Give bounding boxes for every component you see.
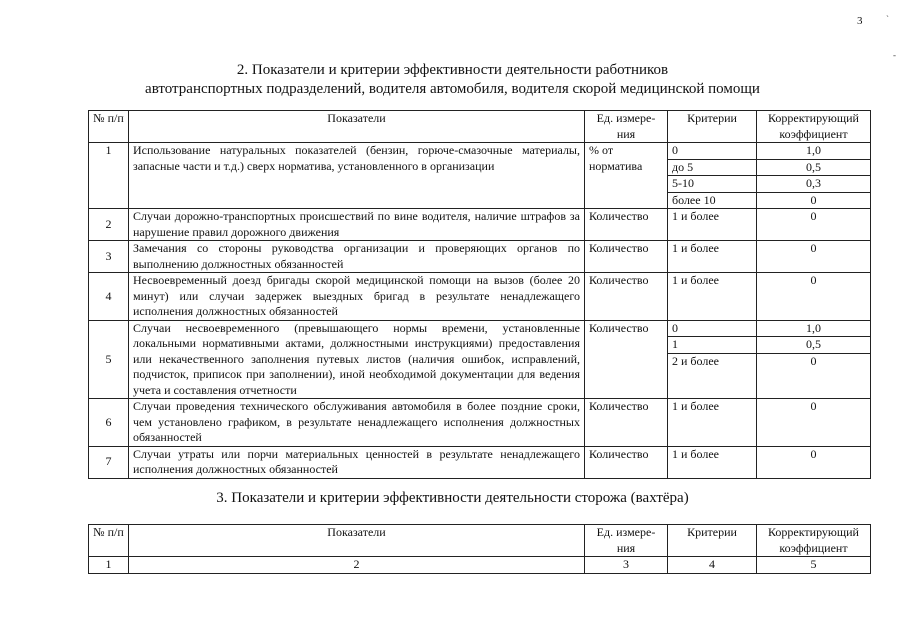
criteria-value: более 10	[672, 192, 716, 207]
indicator-text: Случаи дорожно-транспортных происшествий по вине водителя, наличие штрафов за нарушение правил дорожного движения	[129, 209, 585, 241]
indicator-text: Случаи утраты или порчи материальных ценностей в результате ненадлежащего исполнения должностных обязанностей	[129, 446, 585, 478]
criteria-value: 5-10	[668, 176, 756, 193]
coef-value: 1,0	[757, 321, 870, 338]
coef-cell: 0	[757, 446, 871, 478]
section-2-title-line-2: автотранспортных подразделений, водителя автомобиля, водителя скорой медицинской помощи	[145, 81, 760, 97]
criteria-value: до 5	[668, 160, 756, 177]
criteria-value: 2 и более	[672, 353, 720, 368]
criteria-cell: 1 и более	[668, 273, 757, 321]
table-header-row	[89, 525, 871, 557]
criteria-cell: 1 и более	[668, 399, 757, 447]
column-number: 3	[585, 557, 668, 574]
criteria-cell: 1 и более	[668, 209, 757, 241]
column-number: 2	[129, 557, 585, 574]
scan-speck: -	[893, 50, 896, 60]
column-number: 5	[757, 557, 871, 574]
coef-cell: 0	[757, 273, 871, 321]
coef-value: 0,3	[757, 176, 870, 193]
criteria-cell	[668, 320, 757, 399]
column-numbering-row	[89, 557, 871, 574]
row-number: 5	[89, 320, 129, 399]
coef-value: 0	[810, 353, 817, 368]
criteria-value: 0	[668, 143, 756, 160]
indicator-text: Использование натуральных показателей (бензин, горюче-смазочные материалы, запасные части и т.д.) сверх норматива, установленного в организации	[129, 143, 585, 209]
section-3-table	[88, 524, 871, 574]
unit-cell: Количество	[585, 446, 668, 478]
criteria-value: 1	[668, 337, 756, 354]
coef-cell	[757, 320, 871, 399]
indicator-text: Замечания со стороны руководства организации и проверяющих органов по выполнению должностных обязанностей	[129, 241, 585, 273]
unit-cell: Количество	[585, 209, 668, 241]
coef-cell: 0	[757, 209, 871, 241]
col-header-indicators: Показатели	[129, 111, 585, 143]
section-2-table	[88, 110, 871, 479]
indicator-text: Случаи несвоевременного (превышающего нормы времени, установленные локальными нормативными актами, должностными инструкциями) предоставления или некачественного заполнения путевых листов (наличия ошибок, исправлений, подчисток, приписок при заполнении), иной необходимой документации для ведения учета и составления отчетности	[129, 320, 585, 399]
row-number: 4	[89, 273, 129, 321]
column-number: 1	[89, 557, 129, 574]
indicator-text: Случаи проведения технического обслуживания автомобиля в более поздние сроки, чем установлено графиком, в результате ненадлежащего исполнения должностных обязанностей	[129, 399, 585, 447]
coef-cell: 0	[757, 399, 871, 447]
col-header-criteria: Критерии	[668, 525, 757, 557]
coef-value: 0,5	[757, 337, 870, 354]
table-row	[89, 143, 871, 209]
coef-value: 0	[810, 192, 817, 207]
unit-cell: Количество	[585, 399, 668, 447]
table-row	[89, 399, 871, 447]
col-header-unit: Ед. измере-ния	[585, 525, 668, 557]
row-number: 2	[89, 209, 129, 241]
coef-value: 1,0	[757, 143, 870, 160]
table-header-row	[89, 111, 871, 143]
col-header-unit: Ед. измере-ния	[585, 111, 668, 143]
unit-cell: Количество	[585, 241, 668, 273]
unit-cell: Количество	[585, 273, 668, 321]
table-row	[89, 241, 871, 273]
col-header-criteria: Критерии	[668, 111, 757, 143]
col-header-indicators: Показатели	[129, 525, 585, 557]
table-row	[89, 320, 871, 399]
page-number: 3	[857, 15, 863, 27]
coef-cell: 0	[757, 241, 871, 273]
row-number: 1	[89, 143, 129, 209]
column-number: 4	[668, 557, 757, 574]
indicator-text: Несвоевременный доезд бригады скорой медицинской помощи на вызов (более 20 минут) или случаи задержек выездных бригад в результате ненадлежащего исполнения должностных обязанностей	[129, 273, 585, 321]
table-row	[89, 273, 871, 321]
criteria-value: 0	[668, 321, 756, 338]
scan-speck: `	[886, 14, 889, 24]
unit-cell: % от норматива	[585, 143, 668, 209]
row-number: 3	[89, 241, 129, 273]
coef-cell	[757, 143, 871, 209]
col-header-no: № п/п	[89, 525, 129, 557]
criteria-cell: 1 и более	[668, 446, 757, 478]
section-2-title	[0, 61, 905, 99]
coef-value: 0,5	[757, 160, 870, 177]
row-number: 6	[89, 399, 129, 447]
section-3-title: 3. Показатели и критерии эффективности деятельности сторожа (вахтёра)	[216, 490, 689, 506]
section-2-title-line-1: 2. Показатели и критерии эффективности деятельности работников	[236, 62, 669, 78]
unit-cell: Количество	[585, 320, 668, 399]
col-header-coef: Корректирующий коэффициент	[757, 111, 871, 143]
col-header-no: № п/п	[89, 111, 129, 143]
row-number: 7	[89, 446, 129, 478]
criteria-cell: 1 и более	[668, 241, 757, 273]
table-row	[89, 209, 871, 241]
table-row	[89, 446, 871, 478]
col-header-coef: Корректирующий коэффициент	[757, 525, 871, 557]
criteria-cell	[668, 143, 757, 209]
